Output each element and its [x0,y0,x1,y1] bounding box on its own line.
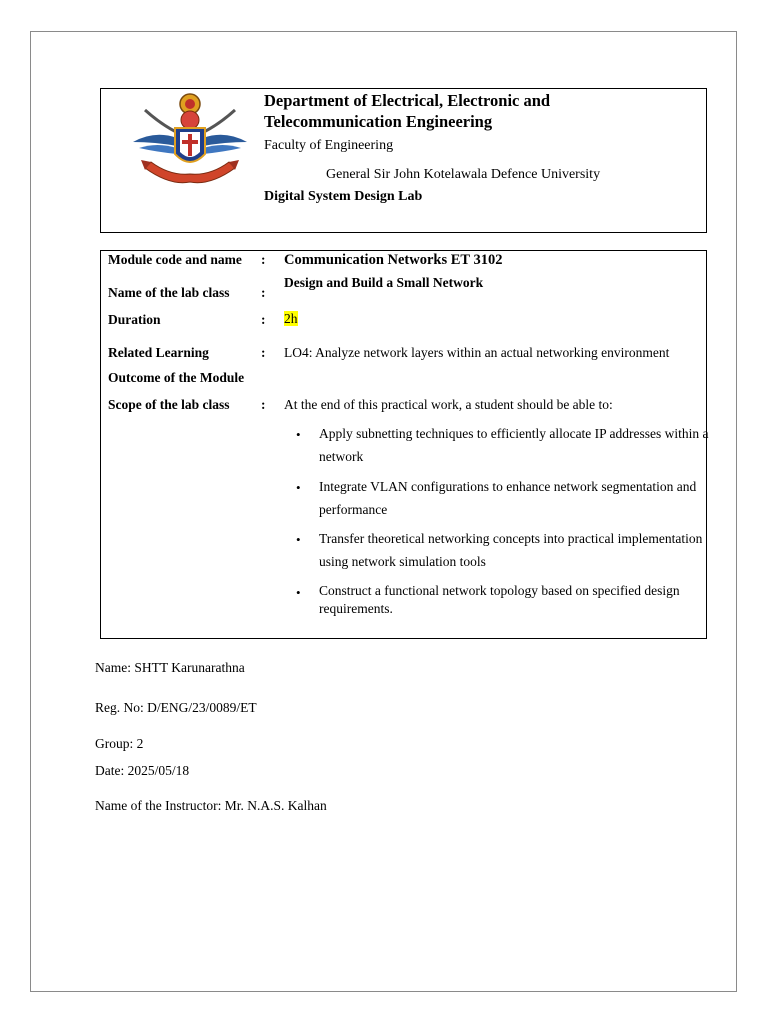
submission-date: Date: 2025/05/18 [95,763,190,778]
duration-value [284,311,298,327]
duration-highlight: 2h [284,311,298,326]
colon: : [261,312,266,327]
lab-name: Digital System Design Lab [264,189,423,204]
scope-item: Integrate VLAN configurations to enhance network segmentation and performance [319,479,697,517]
colon: : [261,345,266,360]
duration-label: Duration [108,312,161,327]
colon: : [261,397,266,412]
group-number: Group: 2 [95,736,144,751]
university-name: General Sir John Kotelawala Defence University [326,167,601,182]
colon: : [261,285,266,300]
department-title-line1: Department of Electrical, Electronic and [264,91,551,110]
scope-intro: At the end of this practical work, a student should be able to: [284,397,613,412]
lab-class-label: Name of the lab class [108,285,230,300]
outcome-value: LO4: Analyze network layers within an actual networking environment [284,345,670,360]
bullet-icon: • [296,427,301,442]
instructor-name: Name of the Instructor: Mr. N.A.S. Kalhan [95,798,327,813]
department-title-line2: Telecommunication Engineering [264,112,493,131]
student-name: Name: SHTT Karunarathna [95,660,245,675]
faculty-name: Faculty of Engineering [264,138,394,153]
scope-item: Apply subnetting techniques to efficiently allocate IP addresses within a network [319,426,709,464]
outcome-label-line2: Outcome of the Module [108,370,245,385]
bullet-icon: • [296,532,301,547]
registration-number: Reg. No: D/ENG/23/0089/ET [95,700,257,715]
scope-item: Construct a functional network topology based on specified design requirements. [319,583,680,616]
university-crest-icon [125,90,255,192]
lab-class-value: Design and Build a Small Network [284,275,484,290]
bullet-icon: • [296,480,301,495]
department-title [264,90,550,132]
scope-item: Transfer theoretical networking concepts into practical implementation using network simulation tools [319,531,703,569]
outcome-label-line1: Related Learning [108,345,209,360]
scope-label: Scope of the lab class [108,397,230,412]
bullet-icon: • [296,585,301,600]
module-code-label: Module code and name [108,252,242,267]
module-code-value: Communication Networks ET 3102 [284,252,503,268]
colon: : [261,252,266,267]
